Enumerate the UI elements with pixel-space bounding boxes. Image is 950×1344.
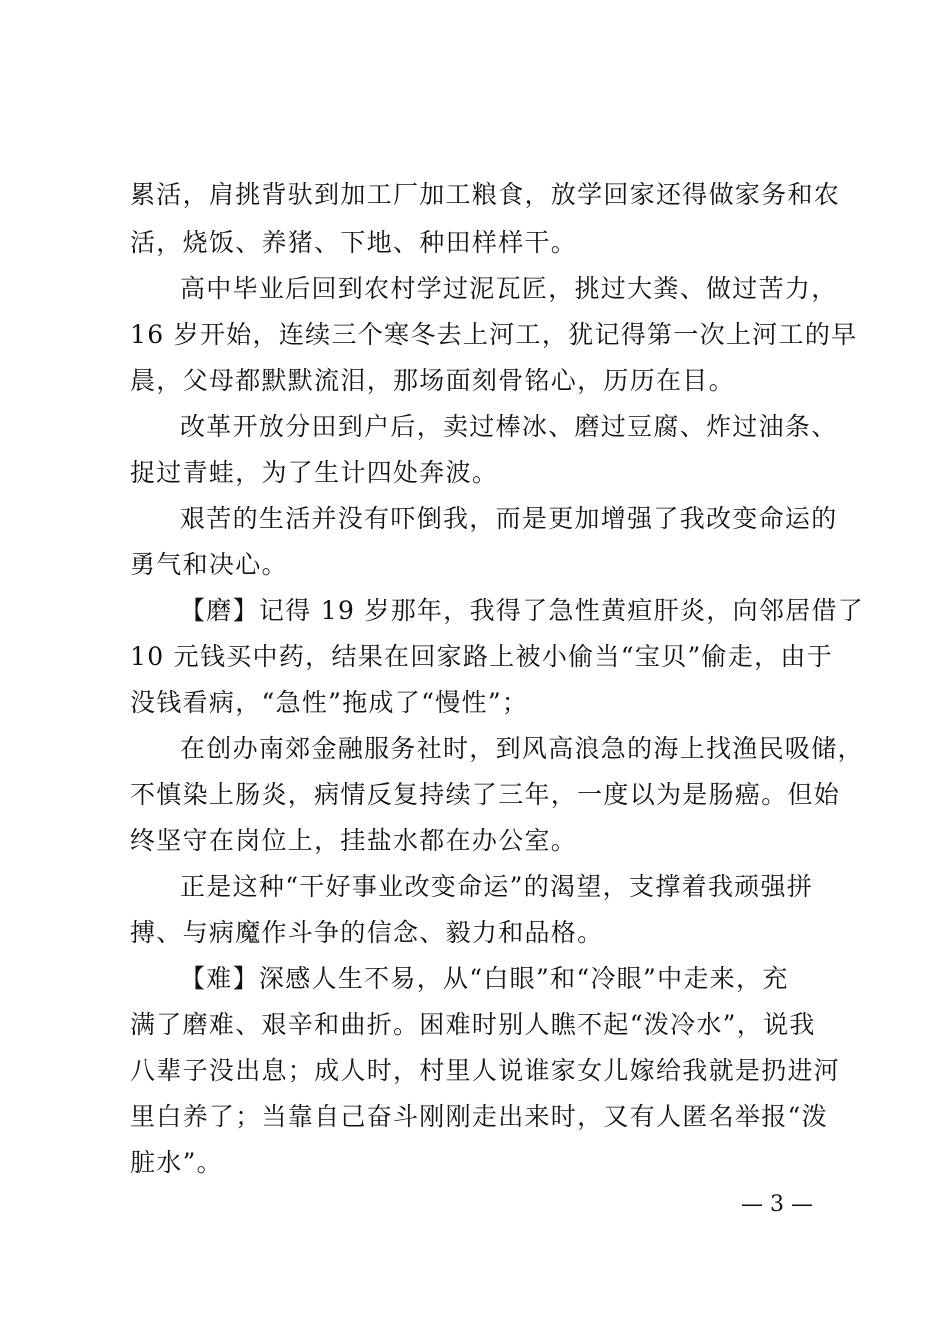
body-line-9: 勇气和决心。 (130, 550, 288, 579)
body-line-19: 满了磨难、艰辛和曲折。困难时别人瞧不起“泼冷水”，说我 (130, 1010, 816, 1039)
body-line-3: 高中毕业后回到农村学过泥瓦匠，挑过大粪、做过苦力， (180, 274, 838, 303)
body-line-18: 【难】深感人生不易，从“白眼”和“冷眼”中走来，充 (180, 964, 789, 993)
body-line-15: 终坚守在岗位上，挂盐水都在办公室。 (130, 826, 578, 855)
body-line-8: 艰苦的生活并没有吓倒我，而是更加增强了我改变命运的 (180, 504, 838, 533)
body-line-1: 累活，肩挑背驮到加工厂加工粮食，放学回家还得做家务和农 (130, 180, 841, 209)
body-line-6: 改革开放分田到户后，卖过棒冰、磨过豆腐、炸过油条、 (180, 412, 838, 441)
body-line-14: 不慎染上肠炎，病情反复持续了三年，一度以为是肠癌。但始 (130, 780, 841, 809)
body-line-7: 捉过青蛙，为了生计四处奔波。 (130, 458, 499, 487)
page-number: — 3 — (741, 1192, 813, 1217)
body-line-13: 在创办南郊金融服务社时，到风高浪急的海上找渔民吸储， (180, 734, 864, 763)
body-line-12: 没钱看病，“急性”拖成了“慢性”； (130, 688, 529, 717)
body-line-17: 搏、与病魔作斗争的信念、毅力和品格。 (130, 918, 604, 947)
body-line-20: 八辈子没出息；成人时，村里人说谁家女儿嫁给我就是扔进河 (130, 1056, 841, 1085)
body-line-16: 正是这种“干好事业改变命运”的渴望，支撑着我顽强拼 (180, 872, 814, 901)
body-line-5: 晨，父母都默默流泪，那场面刻骨铭心，历历在目。 (130, 366, 735, 395)
body-line-4: 16 岁开始，连续三个寒冬去上河工，犹记得第一次上河工的早 (130, 320, 858, 349)
body-line-11: 10 元钱买中药，结果在回家路上被小偷当“宝贝”偷走，由于 (130, 642, 834, 671)
body-line-2: 活，烧饭、养猪、下地、种田样样干。 (130, 228, 578, 257)
body-line-22: 脏水”。 (130, 1148, 223, 1177)
body-line-21: 里白养了；当靠自己奋斗刚刚走出来时，又有人匿名举报“泼 (130, 1102, 828, 1131)
body-line-10: 【磨】记得 19 岁那年，我得了急性黄疸肝炎，向邻居借了 (180, 596, 865, 625)
